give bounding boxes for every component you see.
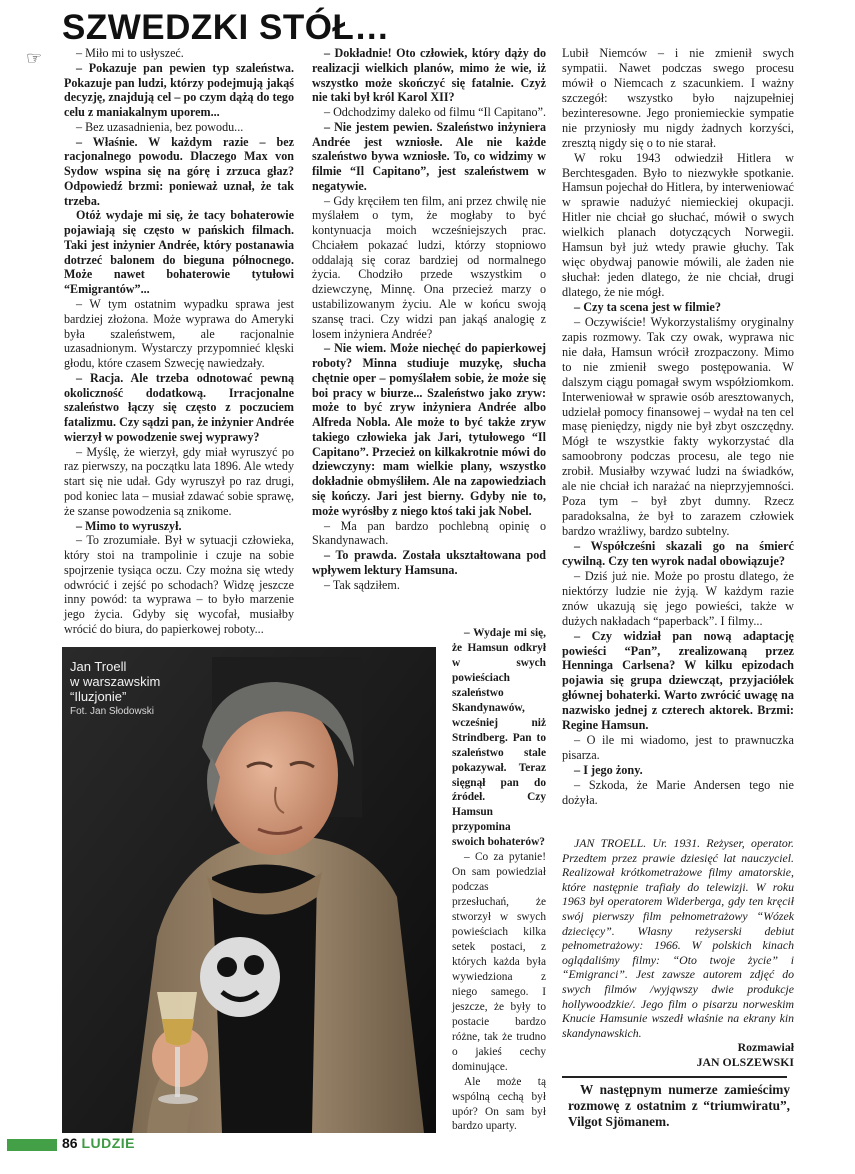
answer-paragraph: – W tym ostatnim wypadku sprawa jest bardziej złożona. Może wyprawa do Ameryki była szaleństwem, ale racjonalnie uzasadnionym. Wystarczy przypomnieć klęski głodu, które czasem Szwecję nawiedzały. [64,297,294,371]
answer-paragraph: Ale może tą wspólną cechą był upór? On sam był bardzo uparty. [452,1075,546,1133]
answer-paragraph: – Ma pan bardzo pochlebną opinię o Skandynawach. [312,518,546,548]
author-bio [562,836,794,1070]
question-paragraph: – Czy ta scena jest w filmie? [574,299,721,314]
photo-credit: Fot. Jan Słodowski [70,706,154,717]
question-paragraph: – Wydaje mi się, że Hamsun odkrył w swych powieściach szaleństwo Skandynawów, wcześniej niż Strindberg. Pan to szaleństwo stale pokazywał. Teraz sięgnął pan do źródeł. Czy Hamsun przypomina swoich bohaterów? [452,627,546,849]
text-column-2-wrap [452,626,546,1134]
photo-caption [70,659,160,718]
answer-paragraph: – Szkoda, że Marie Andersen tego nie dożyła. [562,777,794,807]
answer-paragraph: – Co za pytanie! On sam powiedział podczas przesłuchań, że stworzył w swych powieściach kilka setek postaci, z których każda była wywiedziona z niego samego. I jeszcze, że były to postacie bardzo różne, tak że trudno o jakieś cechy dominujące. [452,851,546,1073]
question-paragraph: – Dokładnie! Oto człowiek, który dąży do realizacji wielkich planów, mimo że wie, iż wszystko może skończyć się fatalnie. Czyż nie taki był król Karol XII? [312,46,546,105]
question-paragraph: – Czy widział pan nową adaptację powieści “Pan”, zrealizowaną przez Henninga Carlsena? W kilku epizodach pojawia się grupa dziewcząt, przyjaciółek głównej bohaterki. Warto zwrócić uwagę na nazwisko jednej z czterech aktorek. Brzmi: Regine Hamsun. [562,628,794,733]
answer-paragraph: – To zrozumiałe. Był w sytuacji człowieka, który stoi na trampolinie i czuje na sobie spojrzenie tysiąca oczu. Czy można się wtedy odwrócić i zejść po schodach? Widzę jeszcze inny powód: ta wyprawa – to było marzenie jego życia. Gdyby się wycofał, musiałby wrócić do biura, do papierkowej roboty... [64,533,294,636]
interviewer-name: JAN OLSZEWSKI [696,1054,794,1069]
footer-accent-bar [7,1139,57,1151]
answer-paragraph: – Myślę, że wierzył, gdy miał wyruszyć po raz pierwszy, na początku lata 1896. Ale wtedy start się nie udał. Gdy wyruszył po raz drugi, pod koniec lata – musiał zdawać sobie sprawę, że szanse powodzenia są znikome. [64,444,294,518]
question-paragraph: – Pokazuje pan pewien typ szaleństwa. Pokazuje pan ludzi, którzy podejmują jakąś decyzję, znajdują cel – po czym dążą do tego celu z maniakalnym uporem... [64,60,294,120]
answer-paragraph: – Bez uzasadnienia, bez powodu... [76,119,244,134]
next-issue-note [568,1082,790,1131]
question-paragraph: – I jego żony. [574,763,643,777]
page-footer [62,1135,135,1151]
answer-paragraph: – O ile mi wiadomo, jest to prawnuczka pisarza. [562,733,794,763]
text-column-1 [64,46,294,637]
bio-text: JAN TROELL. Ur. 1931. Reżyser, operator. Przedtem przez prawie dziesięć lat nauczyciel. Realizował krótkometrażowe filmy amatorskie, które następnie trafiały do telewizji. W roku 1963 był operatorem Widerberga, gdy ten kręcił swój pierwszy film pełnometrażowy “Wózek dziecięcy”. Własny reżyserski debiut pełnometrażowy: 1966. W polskich kinach oglądaliśmy filmy: “Oto twoje życie” i “Emigranci”. Jest zawsze autorem zdjęć do swych filmów /wyjąwszy dwie produkcje hollywoodzkie/. Jego film o pisarzu norweskim Knucie Hamsunie wszedł właśnie na ekrany kin skandynawskich. [562,836,794,1040]
magazine-name: LUDZIE [81,1135,136,1151]
caption-line: Jan Troell [70,659,127,674]
text-column-3 [562,46,794,808]
question-paragraph: Otóż wydaje mi się, że tacy bohaterowie pojawiają się często w pańskich filmach. Taki jest inżynier Andrée, który postanawia dotrzeć balonem do bieguna północnego. Może nawet bohaterowie tytułowi “Emigrantów”... [64,208,294,297]
question-paragraph: – To prawda. Została ukształtowana pod wpływem lektury Hamsuna. [312,548,546,577]
text-column-2 [312,46,546,592]
answer-paragraph: W roku 1943 odwiedził Hitlera w Berchtesgaden. Było to niezwykłe spotkanie. Hamsun pojechał do Hitlera, by interweniować w sprawie nadużyć niemieckiej okupacji. Hitler nie chciał go słuchać, mówił o swych wielkich planach dotyczących Norwegii. Hamsun był już wtedy prawie głuchy. Tak więc obydwaj panowie mówili, ale żaden nie słuchał: jeden dlatego, że nie chciał, drugi dlatego, że nie mógł. [562,150,794,299]
caption-line: “Iluzjonie” [70,689,127,704]
answer-paragraph: – Tak sądziłem. [324,577,400,592]
answer-paragraph: Lubił Niemców – i nie zmienił swych sympatii. Nawet podczas swego procesu mówił o Niemcach z szacunkiem. I ważny szczegół: wszystko było najzupełniej bezinteresowne. Jego proniemieckie sympatie nie przyniosły mu nigdy żadnych korzyści, zresztą nigdy się o to nie starał. [562,46,794,150]
question-paragraph: – Mimo to wyruszył. [76,518,182,533]
answer-paragraph: – Miło mi to usłyszeć. [76,46,184,60]
question-paragraph: – Współcześni skazali go na śmierć cywilną. Czy ten wyrok nadal obowiązuje? [562,538,794,568]
portrait-illustration [62,647,436,1133]
page-number: 86 [62,1135,78,1151]
answer-paragraph: – Oczywiście! Wykorzystaliśmy oryginalny zapis rozmowy. Tak czy owak, wyprawa nic nie dała, Hamsun wrócił zrozpaczony. Mimo to nie zmienił swego postępowania. W dalszym ciągu pomagał swym współziomkom. Interweniował w sprawie osób aresztowanych, udzielał pomocy finansowej – wydał na ten cel masę pieniędzy, nigdy nie był zbyt oszczędny. Mógł te wszystkie fakty wykorzystać dla samoobrony podczas procesu, ale tego nie zrobił. Musiałby wzywać ludzi na świadków, ale nie chciał ich narażać na nieprzyjemności. Poza tym – był zbyt dumny. Rzecz paradoksalna, że był to zarazem człowiek bardzo wrażliwy, bardzo subtelny. [562,314,794,538]
article-title: SZWEDZKI STÓŁ… [62,8,390,47]
caption-line: w warszawskim [70,674,161,689]
answer-paragraph: – Gdy kręciłem ten film, ani przez chwilę nie myślałem o tym, że mogłaby to być kontynuacja moich wcześniejszych prac. Chciałem pokazać ludzi, którzy stopniowo oddalają się coraz bardziej od normalnego życia. Chodziło przede wszystkim o dziewczynę, Minnę. Ona przecież marzy o ustabilizowanym życiu. Ale w końcu swoją szansę traci. Czy widzi pan jakąś analogię z losem inżyniera Andrée? [312,193,546,341]
interviewer-label: Rozmawiał [737,1040,794,1055]
pointing-hand-icon: ☞ [26,48,43,69]
divider [562,1076,787,1078]
question-paragraph: – Racja. Ale trzeba odnotować pewną okoliczność dodatkową. Irracjonalne szaleństwo łączy się często z poczuciem fatalizmu. Czy sądzi pan, że inżynier Andrée wierzył w powodzenie swej wyprawy? [64,370,294,444]
next-issue-text: W następnym numerze zamieścimy rozmowę z ostatnim z “triumwiratu”, Vilgot Sjömanem. [568,1082,790,1130]
answer-paragraph: – Odchodzimy daleko od filmu “Il Capitano”. [324,105,546,120]
question-paragraph: – Właśnie. W każdym razie – bez racjonalnego powodu. Dlaczego Max von Sydow wspina się na górę i zrzuca głaz? Odpowiedź brzmi: ponieważ uznał, że tak trzeba. [64,134,294,208]
portrait-photo [62,647,436,1133]
answer-paragraph: – Dziś już nie. Może po prostu dlatego, że niektórzy ludzie nie żyją. W każdym razie znów ukazują się jego powieści, także w dużych nakładach “paperback”. I filmy... [562,568,794,628]
question-paragraph: – Nie wiem. Może niechęć do papierkowej roboty? Minna studiuje muzykę, słucha chętnie oper – pomyślałem sobie, że może się boi pracy w biurze... Szaleństwo jako zryw: może to być zryw inżyniera Andrée albo Alfreda Nobla. Ale może to być także zryw takiego człowieka jak Jari, tytułowego “Il Capitano”. Przecież on kilkakrotnie mówi do dziewczyny: mam wielkie plany, wszystko dokładnie obmyśliłem. Ale na zapowiedziach się kończy. Jari jest bierny. Gdyby nie to, może wyrósłby z niego ktoś taki jak Nobel. [312,341,546,518]
question-paragraph: – Nie jestem pewien. Szaleństwo inżyniera Andrée jest wzniosłe. Ale nie każde szaleństwo bywa wzniosłe. To, co widzimy w filmie “Il Capitano”, jest szaleństwem w negatywie. [312,119,546,193]
